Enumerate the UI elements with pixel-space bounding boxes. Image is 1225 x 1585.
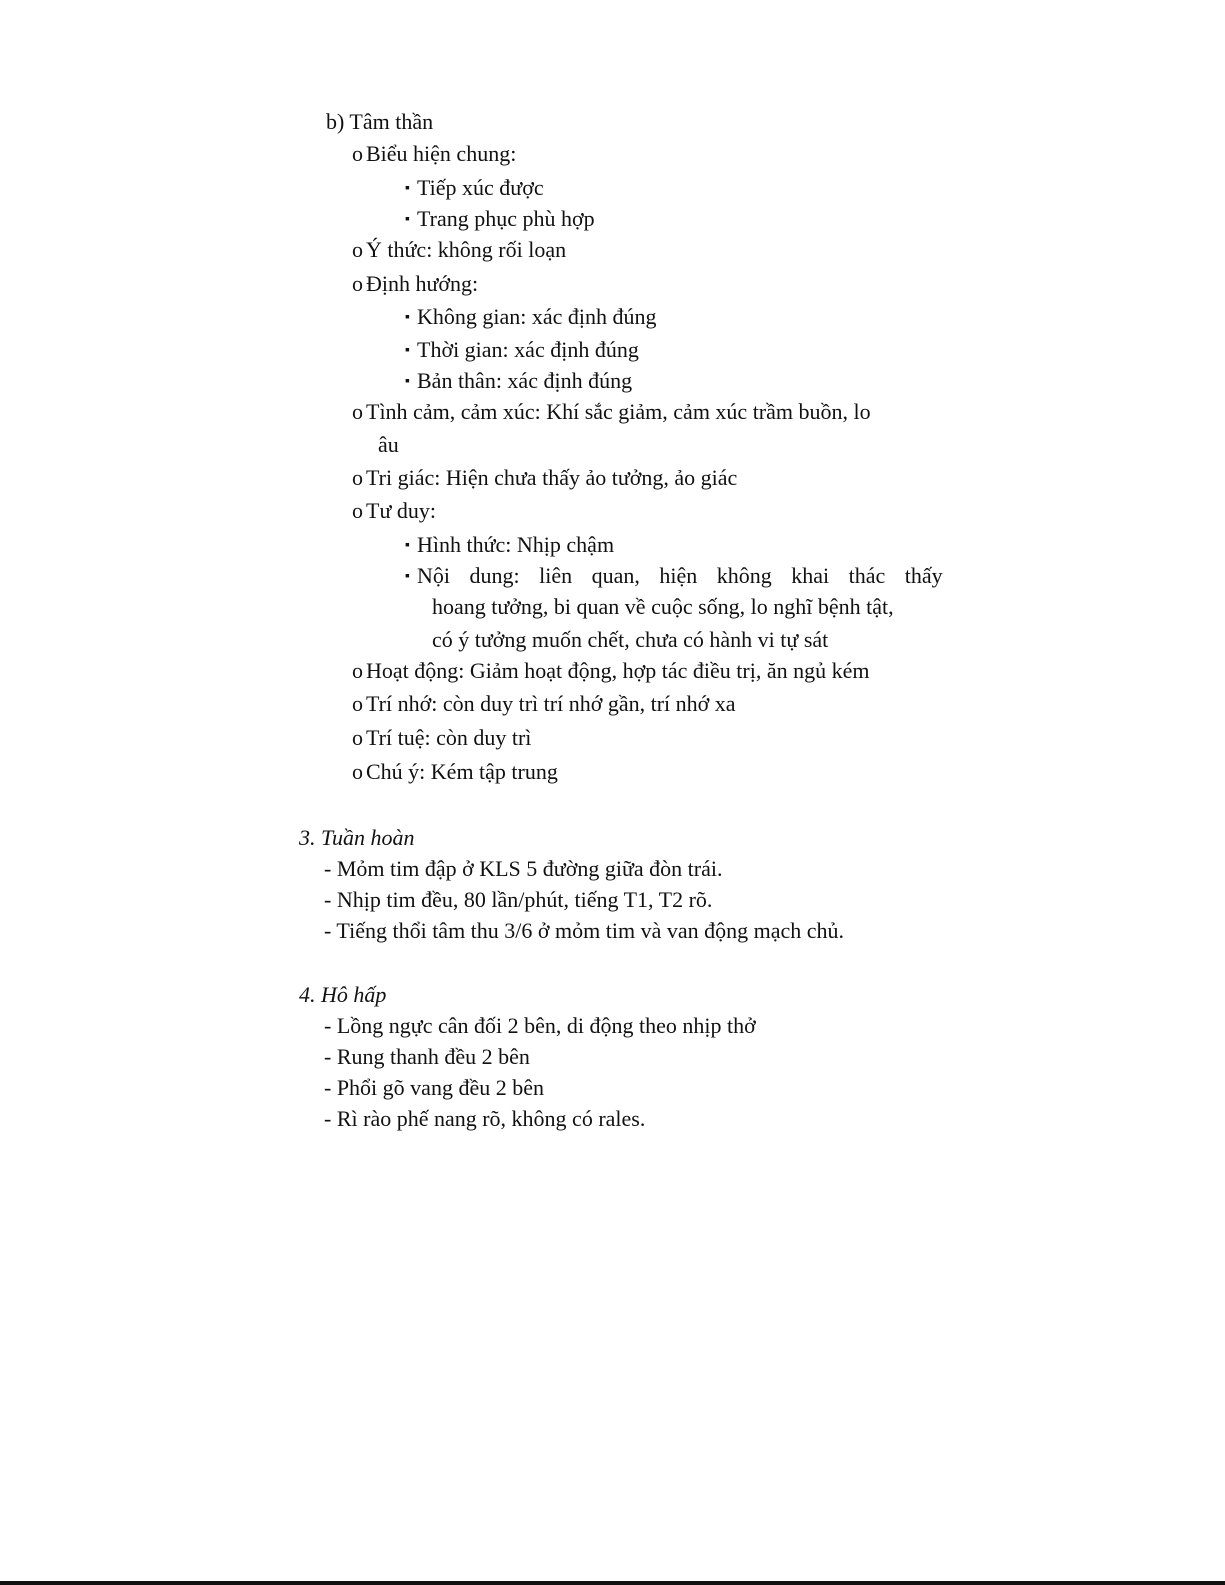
list-item: ▪ Không gian: xác định đúng xyxy=(405,301,657,337)
list-item: o Định hướng: xyxy=(352,268,478,300)
list-item: ▪ Trang phục phù hợp xyxy=(405,203,595,239)
bullet-circle-icon: o xyxy=(352,237,363,262)
list-item: ▪ Tiếp xúc được xyxy=(405,172,544,208)
list-item: - Rung thanh đều 2 bên xyxy=(324,1044,530,1069)
bullet-square-icon: ▪ xyxy=(405,310,410,325)
list-item: - Nhịp tim đều, 80 lần/phút, tiếng T1, T2 rõ. xyxy=(324,887,713,912)
list-item-continuation: có ý tưởng muốn chết, chưa có hành vi tự sát xyxy=(432,627,829,652)
list-item: o Hoạt động: Giảm hoạt động, hợp tác điều trị, ăn ngủ kém xyxy=(352,655,869,687)
list-item: ▪ Hình thức: Nhịp chậm xyxy=(405,529,614,565)
section-heading-respiration: 4. Hô hấp xyxy=(299,982,387,1007)
bullet-square-icon: ▪ xyxy=(405,212,410,227)
list-item: - Phổi gõ vang đều 2 bên xyxy=(324,1075,544,1100)
bullet-square-icon: ▪ xyxy=(405,569,410,584)
list-item: ▪ Nội dung: liên quan, hiện không khai thác thấy xyxy=(405,560,943,596)
bullet-square-icon: ▪ xyxy=(405,343,410,358)
bullet-circle-icon: o xyxy=(352,759,363,784)
section-heading-mental: b) Tâm thần xyxy=(326,109,434,134)
bullet-circle-icon: o xyxy=(352,271,363,296)
bullet-circle-icon: o xyxy=(352,725,363,750)
bullet-circle-icon: o xyxy=(352,498,363,523)
list-item: o Tư duy: xyxy=(352,495,436,527)
bullet-circle-icon: o xyxy=(352,399,363,424)
list-item: o Tri giác: Hiện chưa thấy ảo tưởng, ảo giác xyxy=(352,462,737,494)
bullet-circle-icon: o xyxy=(352,465,363,490)
list-item: o Trí tuệ: còn duy trì xyxy=(352,722,531,754)
bullet-circle-icon: o xyxy=(352,141,363,166)
bullet-circle-icon: o xyxy=(352,691,363,716)
list-item: o Trí nhớ: còn duy trì trí nhớ gần, trí nhớ xa xyxy=(352,688,736,720)
page-bottom-border xyxy=(0,1581,1225,1585)
bullet-square-icon: ▪ xyxy=(405,181,410,196)
list-item: - Rì rào phế nang rõ, không có rales. xyxy=(324,1106,646,1131)
list-item: o Tình cảm, cảm xúc: Khí sắc giảm, cảm xúc trầm buồn, lo xyxy=(352,396,871,428)
bullet-square-icon: ▪ xyxy=(405,538,410,553)
list-item-continuation: âu xyxy=(378,432,399,457)
list-item: - Tiếng thổi tâm thu 3/6 ở mỏm tim và van động mạch chủ. xyxy=(324,918,845,943)
list-item: - Lồng ngực cân đối 2 bên, di động theo nhịp thở xyxy=(324,1013,756,1038)
list-item: - Mỏm tim đập ở KLS 5 đường giữa đòn trái. xyxy=(324,856,723,881)
list-item: o Ý thức: không rối loạn xyxy=(352,234,566,266)
list-item: o Biểu hiện chung: xyxy=(352,138,516,170)
bullet-circle-icon: o xyxy=(352,658,363,683)
list-item: ▪ Bản thân: xác định đúng xyxy=(405,365,632,401)
section-heading-circulation: 3. Tuần hoàn xyxy=(299,825,415,850)
list-item-continuation: hoang tưởng, bi quan về cuộc sống, lo nghĩ bệnh tật, xyxy=(432,594,894,619)
list-item: o Chú ý: Kém tập trung xyxy=(352,756,558,788)
list-item: ▪ Thời gian: xác định đúng xyxy=(405,334,639,370)
bullet-square-icon: ▪ xyxy=(405,374,410,389)
